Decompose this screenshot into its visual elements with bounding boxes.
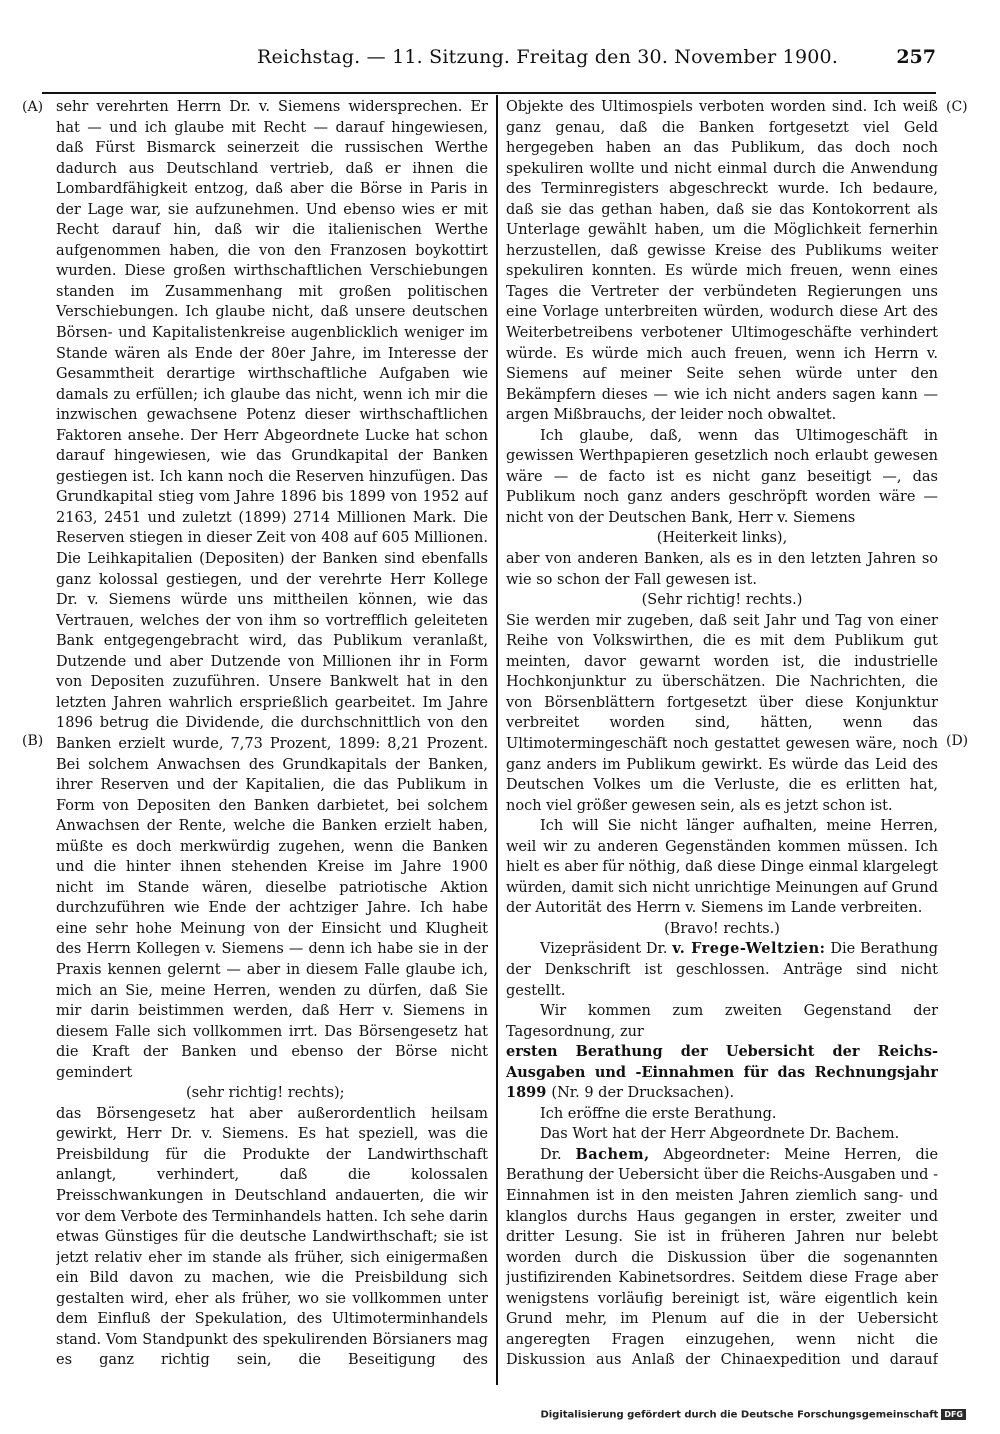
agenda-subject: [506, 1042, 938, 1104]
left-column: [56, 97, 488, 1367]
agenda-subject-ref: (Nr. 9 der Drucksachen).: [551, 1085, 735, 1102]
speaker-title: Dr.: [540, 1146, 562, 1163]
page-number: 257: [896, 46, 936, 68]
speaker-name: v. Frege-Weltzien:: [672, 940, 826, 958]
digitization-credit: [540, 1409, 966, 1421]
page-header: [42, 40, 936, 70]
interjection: (sehr richtig! rechts);: [186, 1085, 345, 1102]
statement-text: Die Berathung der Denkschrift ist geschlossen. Anträge sind nicht gestellt.: [506, 941, 938, 999]
paragraph: Ich glaube, daß, wenn das Ultimogeschäft in gewissen Werthpapieren gesetzlich noch erlaubt gewesen wäre — de facto ist es nicht ganz beseitigt —, das Publikum noch ganz anders geschröpft worden wäre — nicht von der Deutschen Bank, Herr v. Siemens: [506, 427, 938, 526]
margin-mark-a: (A): [22, 99, 44, 115]
paragraph: Sie werden mir zugeben, daß seit Jahr und Tag von einer Reihe von Volkswirthen, die es mit dem Publikum gut meinten, davor gewarnt worden ist, die industrielle Hochkonjunktur zu überschätzen. Die Nachrichten, die von Börsenblättern fortgesetzt über diese Konjunktur verbreitet worden sind, hätten, wenn das Ultimotermingeschäft noch gestattet gewesen wäre, noch ganz anders im Publikum gewirkt. Es würde das Leid des Deutschen Volkes um die Verluste, die es erlitten hat, noch viel größer gewesen sein, als es jetzt schon ist.: [506, 612, 938, 814]
margin-mark-c: (C): [946, 99, 968, 115]
agenda-subject-title: ersten Berathung der Uebersicht der Reichs-Ausgaben und -Einnahmen für das Rechnungsjahr 1899: [506, 1043, 938, 1102]
margin-mark-d: (D): [946, 733, 969, 749]
speaker-name: Bachem,: [575, 1145, 650, 1163]
column-divider: [496, 95, 498, 1385]
interjection: (Sehr richtig! rechts.): [641, 592, 803, 609]
statement-text: Abgeordneter: Meine Herren, die Berathung der Uebersicht über die Reichs-Ausgaben und -Einnahmen ist in den meisten Jahren ziemlich sang- und klanglos durchs Haus gegangen in erster, zweiter und dritter Lesung. Sie ist in früheren Jahren nur belebt worden durch die Diskussion über die sogenannten justifizirenden Kabinetsordres. Seitdem diese Frage aber wenigstens vorläufig bereinigt ist, wäre eigentlich kein Grund mehr, im Plenum auf die in der Uebersicht angeregten Fragen einzugehen, wenn nicht die Diskussion aus Anlaß der Chinaexpedition und darauf: [506, 1146, 938, 1367]
dfg-logo: DFG: [941, 1409, 966, 1420]
margin-mark-b: (B): [22, 733, 44, 749]
paragraph: Das Wort hat der Herr Abgeordnete Dr. Bachem.: [540, 1126, 900, 1143]
header-title: Reichstag. — 11. Sitzung. Freitag den 30. November 1900.: [257, 46, 839, 68]
interjection: (Bravo! rechts.): [664, 920, 780, 937]
vice-president-statement: [506, 939, 938, 1001]
paragraph: Ich will Sie nicht länger aufhalten, meine Herren, weil wir zu anderen Gegenständen kommen müssen. Ich hielt es aber für nöthig, daß diese Dinge einmal klargelegt würden, damit sich nicht unrichtige Meinungen auf Grund der Autorität des Herrn v. Siemens im Lande verbreiten.: [506, 818, 938, 917]
paragraph: sehr verehrten Herrn Dr. v. Siemens widersprechen. Er hat — und ich glaube mit Recht — darauf hingewiesen, daß Fürst Bismarck seinerzeit die russischen Werthe dadurch aus Deutschland vertrieb, daß er ihnen die Lombardfähigkeit entzog, daß aber die Börse in Paris in der Lage war, sie aufzunehmen. Und ebenso wies er mit Recht darauf hin, daß wir die italienischen Werthe aufgenommen haben, die von den Franzosen boykottirt wurden. Diese großen wirthschaftlichen Verschiebungen standen im Zusammenhang mit großen politischen Verschiebungen. Ich glaube nicht, daß unsere deutschen Börsen- und Kapitalistenkreise augenblicklich weniger im Stande wären als Ende der 80er Jahre, im Interesse der Gesammtheit derartige wirthschaftliche Aufgaben wie damals zu erfüllen; ich glaube das nicht, wenn ich mir die inzwischen gewachsene Potenz dieser wirthschaftlichen Faktoren ansehe. Der Herr Abgeordnete Lucke hat schon darauf hingewiesen, wie das Grundkapital der Banken gestiegen ist. Ich kann noch die Reserven hinzufügen. Das Grundkapital stieg vom Jahre 1896 bis 1899 von 1952 auf 2163, 2451 und zuletzt (1899) 2714 Millionen Mark. Die Reserven stiegen in dieser Zeit von 408 auf 605 Millionen. Die Leihkapitalien (Depositen) der Banken sind ebenfalls ganz kolossal gestiegen, und der verehrte Herr Kollege Dr. v. Siemens würde uns mittheilen können, wie das Vertrauen, welches der von ihm so vortrefflich geleiteten Bank entgegengebracht wird, das Publikum veranlaßt, Dutzende und aber Dutzende von Millionen ihr in Form von Depositen zuzuführen. Unsere Bankwelt hat in den letzten Jahren wahrlich ersprießlich gearbeitet. Im Jahre 1896 betrug die Dividende, die durchschnittlich von den Banken erzielt wurde, 7,73 Prozent, 1899: 8,21 Prozent. Bei solchem Anwachsen des Grundkapitals der Banken, ihrer Reserven und der Kapitalien, die das Publikum in Form von Depositen den Banken darbietet, bei solchem Anwachsen der Rente, welche die Banken erzielt haben, müßte es doch merkwürdig zugehen, wenn die Banken und die hinter ihnen stehenden Kreise im Jahre 1900 nicht im Stande wären, dieselbe patriotische Aktion durchzuführen wie Ende der achtziger Jahre. Ich habe eine sehr hohe Meinung von der Einsicht und Klugheit des Herrn Kollegen v. Siemens — denn ich habe sie in der Praxis kennen gelernt — aber in diesem Falle glaube ich, mich an Sie, meine Herren, wenden zu dürfen, daß Sie mir darin beistimmen werden, daß Herr v. Siemens in diesem Falle sich vollkommen irrt. Das Börsengesetz hat die Kraft der Banken und ebenso der Börse nicht gemindert: [56, 99, 488, 1081]
paragraph: Wir kommen zum zweiten Gegenstand der Tagesordnung, zur: [506, 1003, 938, 1040]
paragraph: das Börsengesetz hat aber außerordentlich heilsam gewirkt, Herr Dr. v. Siemens. Es hat speziell, was die Preisbildung für die Produkte der Landwirthschaft anlangt, verhindert, daß die kolossalen Preisschwankungen in Deutschland andauerten, die wir vor dem Verbote des Terminhandels hatten. Ich sehe darin etwas Günstiges für die deutsche Landwirthschaft; sie ist jetzt relativ eher im stande als früher, sich einigermaßen ein Bild davon zu machen, wie die Preisbildung sich gestalten wird, eher als früher, wo sie vollkommen unter dem Einfluß der Spekulation, des Ultimoterminhandels stand. Vom Standpunkt des spekulirenden Börsianers mag es ganz richtig sein, die Beseitigung des: [56, 1105, 488, 1367]
paragraph: Ich eröffne die erste Berathung.: [540, 1105, 777, 1122]
footer-text: Digitalisierung gefördert durch die Deutsche Forschungsgemeinschaft: [540, 1409, 939, 1421]
interjection: (Heiterkeit links),: [656, 530, 788, 547]
speaker-statement: [506, 1145, 938, 1367]
header-rule: [42, 92, 936, 94]
right-column: [506, 97, 938, 1367]
speaker-title: Vizepräsident Dr.: [540, 941, 668, 958]
paragraph: aber von anderen Banken, als es in den letzten Jahren so wie so schon der Fall gewesen ist.: [506, 551, 938, 588]
paragraph: Objekte des Ultimospiels verboten worden sind. Ich weiß ganz genau, daß die Banken fortgesetzt viel Geld hergegeben haben an das Publikum, das doch noch spekuliren wollte und nicht einmal durch die Anwendung des Terminregisters abgeschreckt wurde. Ich bedaure, daß sie das gethan haben, daß sie das Kontokorrent als Unterlage gewählt haben, um die Möglichkeit fernerhin herzustellen, daß gewisse Kreise des Publikums weiter spekuliren konnten. Es würde mich freuen, wenn eines Tages die Vertreter der verbündeten Regierungen uns eine Vorlage unterbreiten würden, wodurch diese Art des Weiterbetreibens verbotener Ultimogeschäfte verhindert würde. Es würde mich auch freuen, wenn ich Herrn v. Siemens auf meiner Seite sehen würde unter den Bekämpfern dieses — wie ich nicht anders sagen kann — argen Mißbrauchs, der leider noch obwaltet.: [506, 99, 938, 424]
